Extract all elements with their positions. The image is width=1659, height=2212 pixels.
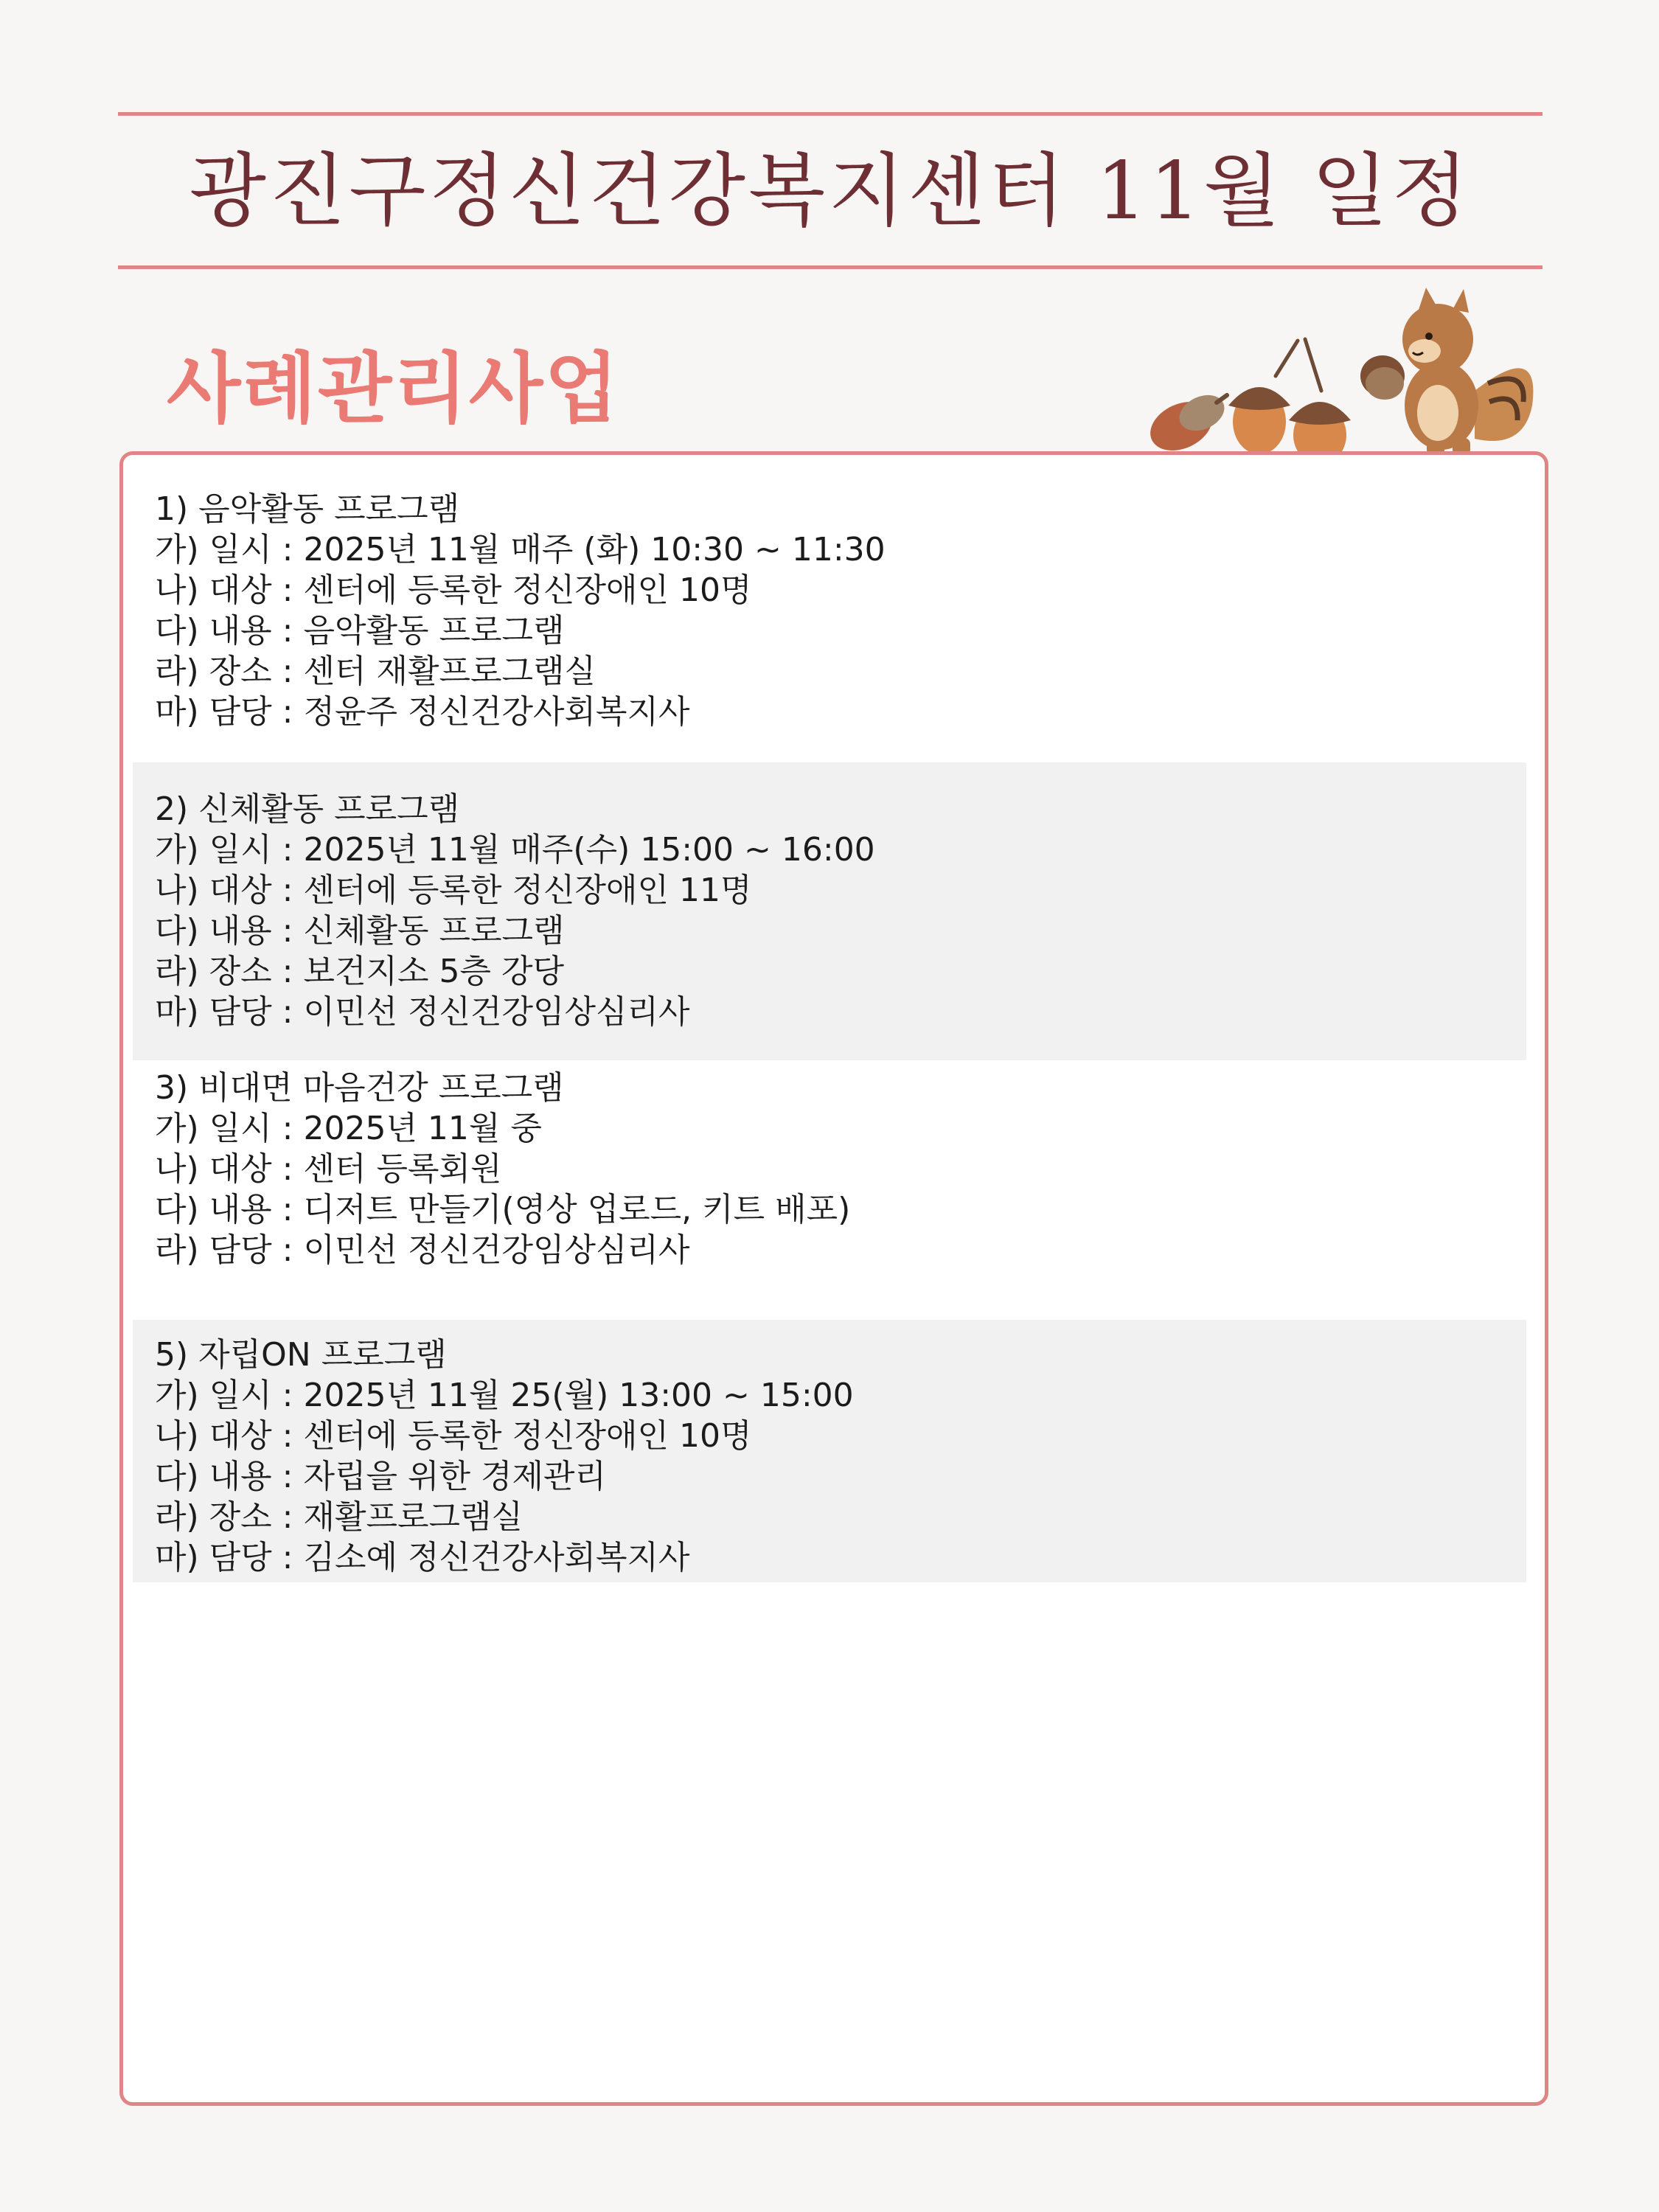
program-detail-line: 가) 일시 : 2025년 11월 중 [155, 1110, 542, 1147]
program-heading: 2) 신체활동 프로그램 [155, 790, 460, 828]
program-detail-line: 다) 내용 : 자립을 위한 경제관리 [155, 1458, 606, 1495]
program-block-1 [133, 489, 1526, 732]
program-heading: 1) 음악활동 프로그램 [155, 490, 460, 528]
program-detail-line: 나) 대상 : 센터 등록회원 [155, 1150, 502, 1188]
program-block-3 [133, 1068, 1526, 1270]
program-detail-line: 다) 내용 : 신체활동 프로그램 [155, 912, 565, 950]
program-detail-line: 가) 일시 : 2025년 11월 25(월) 13:00 ~ 15:00 [155, 1377, 854, 1414]
program-detail-line: 가) 일시 : 2025년 11월 매주 (화) 10:30 ~ 11:30 [155, 531, 886, 568]
program-block-2 [133, 762, 1526, 1060]
program-detail-line: 다) 내용 : 디저트 만들기(영상 업로드, 키트 배포) [155, 1191, 851, 1228]
program-detail-line: 마) 담당 : 김소예 정신건강사회복지사 [155, 1539, 690, 1576]
program-detail-line: 가) 일시 : 2025년 11월 매주(수) 15:00 ~ 16:00 [155, 831, 875, 869]
program-detail-line: 라) 장소 : 보건지소 5층 강당 [155, 953, 564, 990]
program-detail-line: 라) 장소 : 센터 재활프로그램실 [155, 653, 596, 690]
acorn-icon [1228, 341, 1298, 454]
program-detail-line: 나) 대상 : 센터에 등록한 정신장애인 11명 [155, 872, 752, 909]
program-detail-line: 라) 장소 : 재활프로그램실 [155, 1498, 523, 1536]
program-detail-line: 다) 내용 : 음악활동 프로그램 [155, 612, 565, 650]
program-heading: 3) 비대면 마음건강 프로그램 [155, 1069, 564, 1107]
program-heading: 5) 자립ON 프로그램 [155, 1336, 447, 1374]
squirrel-acorn-illustration [1128, 280, 1556, 465]
squirrel-icon [1360, 288, 1533, 456]
header-rule-bottom [118, 265, 1543, 269]
acorn-icon [1142, 389, 1230, 460]
program-block-5 [133, 1320, 1526, 1582]
program-detail-line: 나) 대상 : 센터에 등록한 정신장애인 10명 [155, 1417, 752, 1455]
program-detail-line: 마) 담당 : 정윤주 정신건강사회복지사 [155, 693, 690, 731]
header-rule-top [118, 112, 1543, 116]
acorn-icon [1289, 339, 1351, 465]
program-detail-line: 라) 담당 : 이민선 정신건강임상심리사 [155, 1231, 690, 1269]
program-detail-line: 마) 담당 : 이민선 정신건강임상심리사 [155, 993, 690, 1031]
page-title: 광진구정신건강복지센터 11월 일정 [189, 145, 1472, 237]
program-detail-line: 나) 대상 : 센터에 등록한 정신장애인 10명 [155, 571, 752, 609]
section-title: 사례관리사업 [167, 344, 620, 434]
